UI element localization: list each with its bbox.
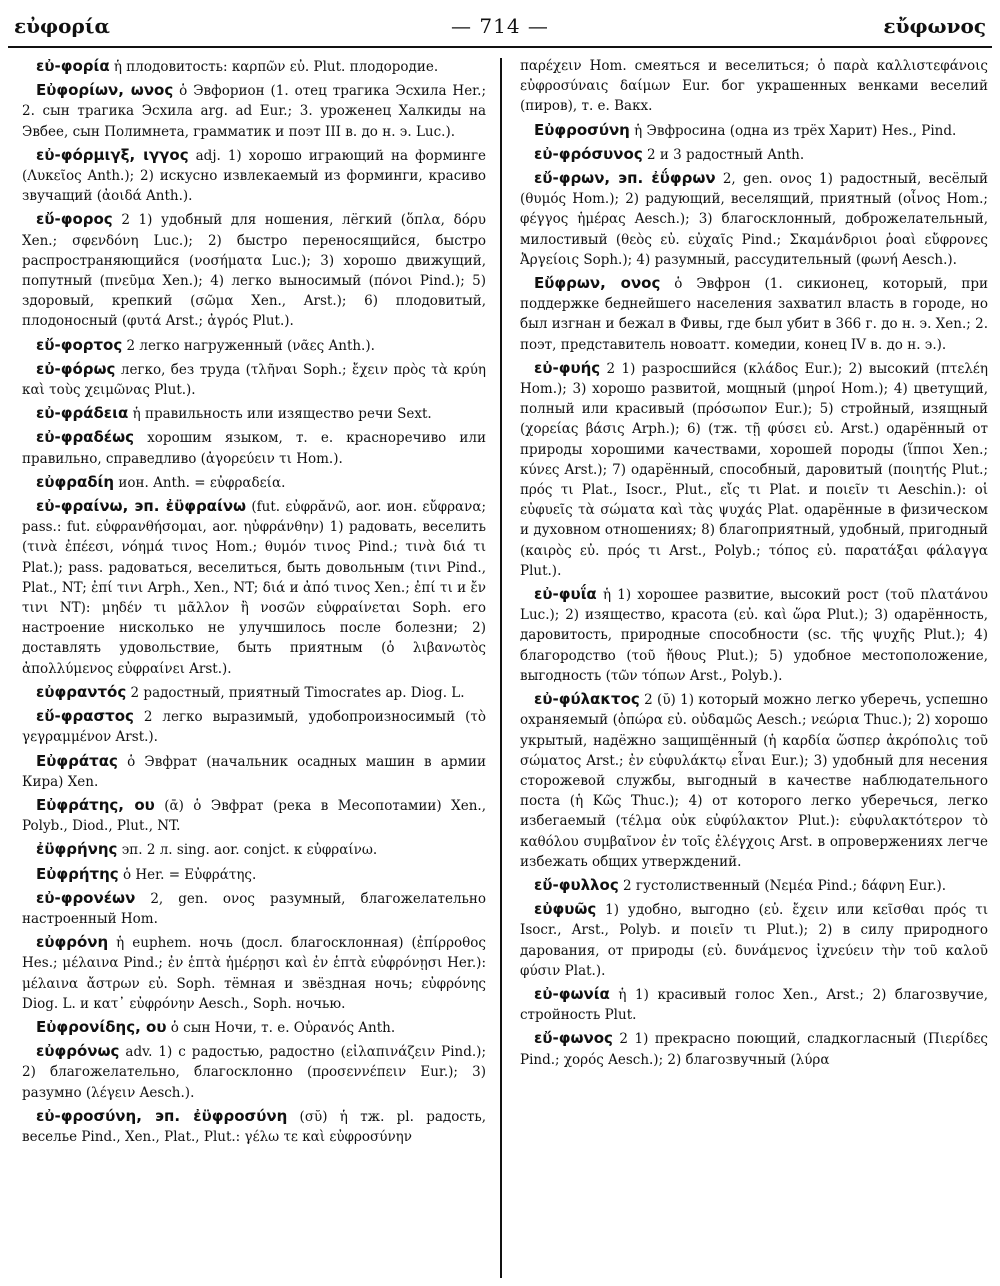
entry-headword: εὐ-φύλακτος xyxy=(534,690,640,709)
entry-headword: εὔ-φραστος xyxy=(36,707,134,726)
entry-definition: 2, gen. ονος разумный, благожелательно настроенный Hom. xyxy=(22,890,486,927)
entry-headword: Εὐφροσύνη xyxy=(534,120,630,139)
entry-definition: (fut. εὐφρᾰνῶ, aor. ион. εὔφρανα; pass.: fut. εὐφρανθήσομαι, aor. ηὐφράνθην) 1) радовать, веселить (τινὰ ἐπέεσι, νόημά τινος Hom.; θυμόν τινος Pind.; τινὰ διά τι Plat.); pass. радоваться, веселиться, быть довольным (τινι Pind., Plat., NT; ἐπί τινι Arph., Xen., NT; διά и ἀπό τινος Xen.; ἐπί τι и ἔν τινι NT): μηδέν τι μᾶλλον ἢ νοσῶν εὐφραίνεται Soph. его настроение нисколько не улучшилось после болезни; 2) доставлять удовольствие, быть приятным (ὁ λιβανωτὸς ἀπολλύμενος εὐφραίνει Arst.). xyxy=(22,499,486,677)
entry-definition: ὁ сын Ночи, т. е. Οὐρανός Anth. xyxy=(166,1019,396,1036)
entry-definition: ὁ Эвфрон (1. сикионец, который, при поддержке беднейшего населения захватил власть в городе, но был изгнан и бежал в Фивы, где был убит в 366 г. до н. э. Xen.; 2. поэт, представитель новоатт. комедии, конец IV в. до н. э.). xyxy=(520,276,988,353)
dictionary-entry xyxy=(22,751,486,792)
dictionary-entry xyxy=(22,1041,486,1103)
entry-headword: Εὐφορίων, ωνος xyxy=(36,81,174,100)
dictionary-entry xyxy=(22,472,486,493)
entry-headword: εὐ-φόρμιγξ, ιγγος xyxy=(36,145,189,164)
entry-headword: Εὐφρήτης xyxy=(36,864,119,883)
entry-definition: 2 легко выразимый, удобопроизносимый (τὸ γεγραμμένον Arst.). xyxy=(22,709,486,746)
page-header xyxy=(8,12,992,48)
entry-headword: εὐ-φροσύνη, эп. ἐϋφροσύνη xyxy=(36,1106,288,1125)
dictionary-entry xyxy=(520,358,988,581)
entry-definition: ἡ 1) красивый голос Xen., Arst.; 2) благозвучие, стройность Plut. xyxy=(520,986,988,1024)
entry-definition: 1) удобно, выгодно (εὐ. ἔχειν или κεῖσθαι πρός τι Isocr., Arst., Polyb. и ποιεῖν τι Plut.); 2) в силу природного дарования, от природы (εὐ. δυνάμενος ἰχνεύειν τὴν τοῦ καλοῦ φύσιν Plat.). xyxy=(520,902,988,979)
entry-headword: Εὐφράτης, ου xyxy=(36,795,155,814)
dictionary-entry xyxy=(22,56,486,77)
entry-definition: ἡ 1) хорошее развитие, высокий рост (τοῦ πλατάνου Luc.); 2) изящество, красота (εὐ. καὶ ὥρα Plut.); 3) одарённость, даровитость, природные способности (sc. τῆς ψυχῆς Plut.); 4) благородство (τοῦ ἤθους Plut.); 5) удобное местоположение, выгодность (τῶν τόπων Arst., Polyb.). xyxy=(520,587,988,684)
page-number: — 714 — xyxy=(451,14,549,38)
dictionary-entry xyxy=(22,1017,486,1038)
dictionary-entry xyxy=(22,682,486,703)
entry-definition: (ᾱ) ὁ Эвфрат (река в Месопотамии) Xen., Polyb., Diod., Plut., NT. xyxy=(22,797,486,835)
entry-definition: эп. 2 л. sing. aor. conjct. к εὐφραίνω. xyxy=(117,842,378,859)
entry-headword: εὐ-φορία xyxy=(36,57,110,75)
entry-headword: εὐ-φρονέων xyxy=(36,888,136,907)
dictionary-entry xyxy=(520,584,988,686)
entry-headword: ἐϋφρήνης xyxy=(36,840,118,859)
dictionary-entry xyxy=(22,496,486,679)
entry-headword: εὐ-φόρως xyxy=(36,359,116,378)
entry-definition: ἡ euphem. ночь (досл. благосклонная) (ἐπίρροθος Hes.; μέλαινα Pind.; ἐν ἑπτὰ ἡμέρῃσι καὶ ἐν ἑπτὰ εὐφρόνῃσι Her.): μέλαινα ἄστρων εὐ. Soph. тёмная и звёздная ночь; εὐφρόνης Diog. L. и κατ᾽ εὐφρόνην Aesch., Soph. ночью. xyxy=(22,935,486,1012)
entry-definition: 2 1) удобный для ношения, лёгкий (ὅπλα, δόρυ Xen.; σφενδόνη Luc.); 2) быстро переносящийся, быстро распространяющийся (νοσήματα Luc.); 3) хорошо движущий, попутный (πνεῦμα Xen.); 4) легко выносимый (πόνοι Pind.); 5) здоровый, крепкий (σῶμα Xen., Arst.); 6) плодовитый, плодоносный (φυτά Arst.; ἀγρός Plut.). xyxy=(22,212,486,330)
entry-definition: 2, gen. ονος 1) радостный, весёлый (θυμός Hom.); 2) радующий, веселящий, приятный (οἶνος Hom.; φέγγος ἡμέρας Aesch.); 3) благосклонный, доброжелательный, милостивый (θεὸς εὐ. εὐχαῖς Pind.; Σκαμάνδριοι ῥοαὶ εὔφρονες Ἀργείοις Soph.); 4) разумный, рассудительный (φωνή Aesch.). xyxy=(520,171,988,268)
entry-headword: εὔ-φορτος xyxy=(36,335,123,354)
header-last-word: εὔφωνος xyxy=(883,14,986,38)
dictionary-entry xyxy=(22,427,486,468)
dictionary-entry xyxy=(22,359,486,400)
entry-headword: εὐ-φραδέως xyxy=(36,428,135,447)
right-column xyxy=(520,56,988,1282)
dictionary-entry xyxy=(520,168,988,270)
dictionary-entry xyxy=(22,1106,486,1147)
entry-headword: εὐ-φυής xyxy=(534,358,601,377)
dictionary-entry xyxy=(22,839,486,860)
dictionary-entry xyxy=(22,795,486,836)
dictionary-entry xyxy=(22,335,486,356)
dictionary-entry xyxy=(520,1028,988,1069)
entry-definition: ἡ плодовитость: καρπῶν εὐ. Plut. плодородие. xyxy=(109,59,439,75)
entry-definition: παρέχειν Hom. смеяться и веселиться; ὁ παρὰ καλλιστεφάνοις εὐφροσύναις δαίμων Eur. бог украшенных венками веселий (пиров), т. е. Вакх. xyxy=(520,58,988,115)
entry-definition: ὁ Эвфорион (1. отец трагика Эсхила Her.; 2. сын трагика Эсхила arg. ad Eur.; 3. уроженец Халкиды на Эвбее, сын Полимнета, грамматик и поэт III в. до н. э. Luc.). xyxy=(22,83,486,140)
entry-headword: εὐ-φυΐα xyxy=(534,585,597,604)
dictionary-entry xyxy=(22,403,486,424)
left-column xyxy=(22,56,486,1282)
entry-definition: (σῠ) ἡ тж. pl. радость, веселье Pind., Xen., Plat., Plut.: γέλω τε καὶ εὐφροσύνην xyxy=(22,1108,486,1145)
dictionary-entry xyxy=(22,932,486,1014)
entry-definition: 2 (ῠ) 1) который можно легко уберечь, успешно охраняемый (ὀπώρα εὐ. οὐδαμῶς Aesch.; νεώρια Thuc.); 2) хорошо укрытый, надёжно защищённый (ἡ καρδία ὥσπερ ἀκρόπολις τοῦ σώματος Arst.; ἐν εὐφυλάκτῳ εἶναι Eur.); 3) удобный для несения сторожевой службы, выгодный в качестве наблюдательного поста (ἡ Κῶς Thuc.); 4) от которого легко уберечься, легко избегаемый (τέλμα οὐκ εὐφύλακτον Plut.): εὐφυλακτότερον τὸ καθόλου συμβαῖνον ἐν τοῖς ἐλέγχοις Arst. в опровержениях легче избежать общих утверждений. xyxy=(520,692,988,870)
dictionary-entry xyxy=(22,209,486,331)
dictionary-entry xyxy=(520,273,988,355)
entry-headword: εὐ-φραίνω, эп. ἐϋφραίνω xyxy=(36,497,247,516)
dictionary-entry xyxy=(22,888,486,929)
entry-headword: εὐφρόνως xyxy=(36,1042,120,1061)
dictionary-entry xyxy=(520,899,988,981)
entry-headword: εὔ-φωνος xyxy=(534,1029,613,1048)
entry-headword: εὐφυῶς xyxy=(534,900,597,919)
dictionary-entry xyxy=(520,120,988,141)
dictionary-entry xyxy=(22,864,486,885)
entry-definition: ὁ Her. = Εὐφράτης. xyxy=(118,866,257,883)
entry-definition: adj. 1) хорошо играющий на форминге (Λυκεῖος Anth.); 2) искусно извлекаемый из форминги, красиво звучащий (ἀοιδά Anth.). xyxy=(22,147,486,205)
entry-headword: εὐ-φωνία xyxy=(534,984,610,1003)
entry-headword: εὔ-φυλλος xyxy=(534,875,619,894)
entry-definition: 2 1) разросшийся (κλάδος Eur.); 2) высокий (πτελέη Hom.); 3) хорошо развитой, мощный (μηροί Hom.); 4) цветущий, полный или красивый (πρόσωπον Eur.); 5) стройный, изящный (χορείας βάσις Arph.); 6) (тж. τῇ φύσει εὐ. Arst.) одарённый от природы хорошими качествами, хорошей породы (ἵπποι Xen.; κύνες Arst.); 7) одарённый, способный, даровитый (ποιητής Plut.; πρός τι Plat., Isocr., Plut., εἴς τι Plat. и ποιεῖν τι Aeschin.): οἱ εὐφυεῖς τὰ σώματα καὶ τὰς ψυχάς Plat. одарённые в физическом и духовном отношениях; 8) благоприятный, удобный, пригодный (καιρὸς εὐ. πρός τι Arst., Polyb.; τόπος εὐ. παρατάξαι φάλαγγα Plut.). xyxy=(520,360,988,579)
dictionary-entry xyxy=(520,984,988,1025)
entry-definition: ион. Anth. = εὐφραδεία. xyxy=(114,474,286,491)
entry-headword: Εὐφράτας xyxy=(36,751,118,770)
entry-definition: 2 1) прекрасно поющий, сладкогласный (Πιερίδες Pind.; χορός Aesch.); 2) благозвучный (λύρα xyxy=(520,1031,988,1068)
entry-definition: ὁ Эвфрат (начальник осадных машин в армии Кира) Xen. xyxy=(22,753,486,790)
entry-definition: ἡ Эвфросина (одна из трёх Харит) Hes., Pind. xyxy=(629,122,957,139)
dictionary-entry xyxy=(22,80,486,142)
dictionary-entry xyxy=(520,56,988,117)
entry-definition: легко, без труда (τλῆναι Soph.; ἔχειν πρὸς τὰ κρύη καὶ τοὺς χειμῶνας Plut.). xyxy=(22,361,486,399)
entry-headword: εὐφρόνη xyxy=(36,933,109,952)
entry-definition: 2 густолиственный (Νεμέα Pind.; δάφνη Eur.). xyxy=(618,877,947,894)
dictionary-entry xyxy=(22,706,486,747)
entry-definition: 2 и 3 радостный Anth. xyxy=(642,146,805,163)
entry-headword: Εὔφρων, ονος xyxy=(534,274,661,293)
entry-definition: 2 радостный, приятный Timocrates ap. Diog. L. xyxy=(126,684,465,701)
entry-definition: 2 легко нагруженный (νᾶες Anth.). xyxy=(122,337,375,354)
dictionary-entry xyxy=(520,875,988,896)
entry-headword: εὐφραδίη xyxy=(36,472,115,491)
entry-headword: εὐφραντός xyxy=(36,682,127,701)
dictionary-entry xyxy=(520,144,988,165)
entry-headword: Εὐφρονίδης, ου xyxy=(36,1017,167,1036)
entry-definition: ἡ правильность или изящество речи Sext. xyxy=(128,406,432,423)
column-divider xyxy=(500,58,502,1278)
entry-headword: εὔ-φρων, эп. ἐΰφρων xyxy=(534,169,716,188)
entry-definition: adv. 1) с радостью, радостно (εἰλαπινάζειν Pind.); 2) благожелательно, благосклонно (προσεννέπειν Eur.); 3) разумно (λέγειν Aesch.). xyxy=(22,1044,486,1101)
entry-definition: хорошим языком, т. е. красноречиво или правильно, справедливо (ἀγορεύειν τι Hom.). xyxy=(22,430,486,467)
dictionary-entry xyxy=(22,145,486,207)
entry-headword: εὔ-φορος xyxy=(36,210,113,229)
dictionary-entry xyxy=(520,689,988,872)
entry-headword: εὐ-φρόσυνος xyxy=(534,144,643,163)
header-first-word: εὐφορία xyxy=(14,14,110,38)
entry-headword: εὐ-φράδεια xyxy=(36,404,129,423)
